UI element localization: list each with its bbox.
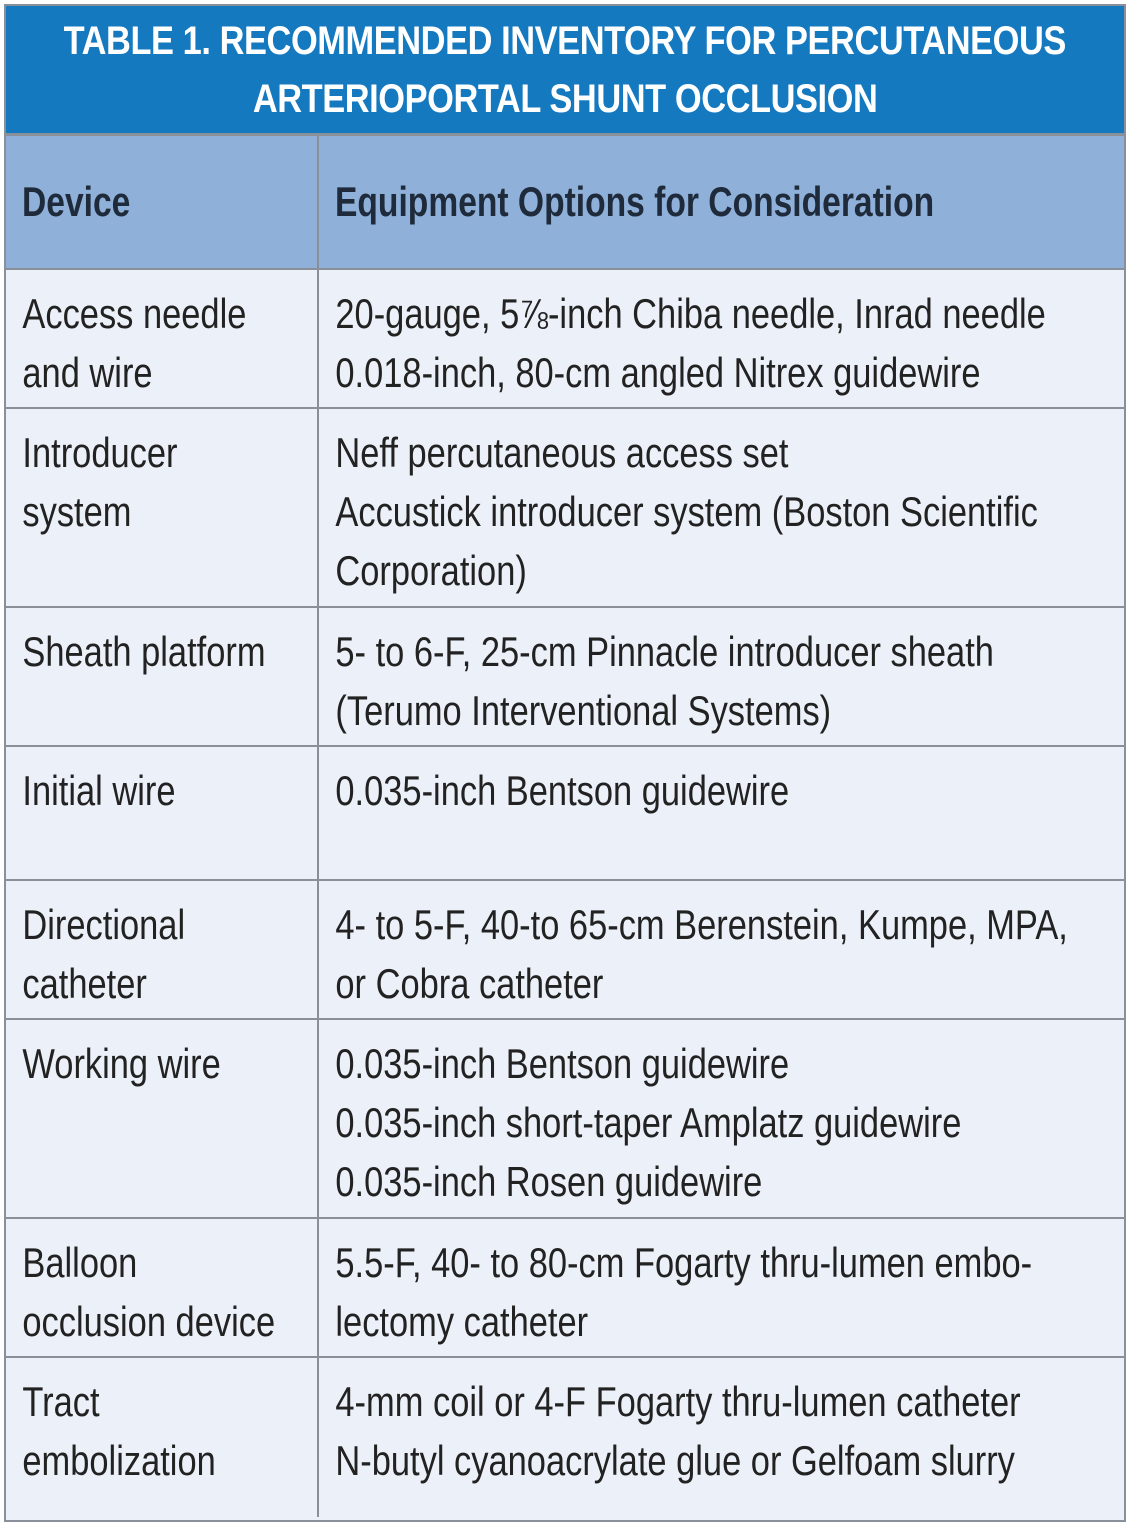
- device-cell: [6, 1218, 318, 1357]
- options-cell: [318, 880, 1124, 1019]
- device-cell: [6, 269, 318, 408]
- options-cell: [318, 1019, 1124, 1218]
- options-cell: [318, 1218, 1124, 1357]
- options-cell: [318, 408, 1124, 607]
- options-text: 4- to 5-F, 40-to 65-cm Berenstein, Kumpe, MPA, or Cobra catheter: [335, 901, 1068, 1007]
- device-text: Tract embolization: [22, 1378, 216, 1484]
- options-cell: [318, 269, 1124, 408]
- device-cell: [6, 880, 318, 1019]
- device-cell: [6, 1019, 318, 1218]
- device-text: Initial wire: [22, 767, 176, 814]
- device-text: Directional catheter: [22, 901, 186, 1007]
- options-cell: [318, 746, 1124, 880]
- table-row: [6, 880, 1124, 1019]
- options-text: Neff percutaneous access set Accustick introducer system (Boston Scientific Corporation): [335, 429, 1038, 594]
- device-cell: [6, 1357, 318, 1517]
- inventory-table: [6, 136, 1124, 1517]
- table-row: [6, 1218, 1124, 1357]
- options-text: 4-mm coil or 4-F Fogarty thru-lumen catheter N-butyl cyanoacrylate glue or Gelfoam slurry: [335, 1378, 1021, 1484]
- device-cell: [6, 408, 318, 607]
- header-options: [318, 136, 1124, 269]
- device-cell: [6, 607, 318, 746]
- options-cell: [318, 607, 1124, 746]
- device-text: Working wire: [22, 1040, 221, 1087]
- table-row: [6, 408, 1124, 607]
- table-row: [6, 607, 1124, 746]
- header-options-label: Equipment Options for Consideration: [335, 178, 935, 225]
- header-row: [6, 136, 1124, 269]
- header-device-label: Device: [22, 178, 131, 225]
- options-text: 5- to 6-F, 25-cm Pinnacle introducer sheath (Terumo Interventional Systems): [335, 628, 994, 734]
- table-title: [6, 6, 1124, 136]
- table-row: [6, 1357, 1124, 1517]
- device-text: Balloon occlusion device: [22, 1239, 276, 1345]
- device-text: Sheath platform: [22, 628, 266, 675]
- options-text: 5.5-F, 40- to 80-cm Fogarty thru-lumen embo- lectomy catheter: [335, 1239, 1033, 1345]
- table-title-line-1: TABLE 1. RECOMMENDED INVENTORY FOR PERCUTANEOUS: [63, 18, 1067, 63]
- options-text: 20-gauge, 5⅞-inch Chiba needle, Inrad needle 0.018-inch, 80-cm angled Nitrex guidewire: [335, 290, 1046, 396]
- table-row: [6, 269, 1124, 408]
- options-text: 0.035-inch Bentson guidewire: [335, 767, 790, 814]
- device-cell: [6, 746, 318, 880]
- table-row: [6, 746, 1124, 880]
- options-cell: [318, 1357, 1124, 1517]
- options-text: 0.035-inch Bentson guidewire 0.035-inch short-taper Amplatz guidewire 0.035-inch Rosen guidewire: [335, 1040, 962, 1205]
- header-device: [6, 136, 318, 269]
- inventory-table-frame: [4, 4, 1126, 1522]
- table-title-line-2: ARTERIOPORTAL SHUNT OCCLUSION: [252, 76, 878, 121]
- device-text: Access needle and wire: [22, 290, 247, 396]
- device-text: Introducer system: [22, 429, 178, 535]
- table-row: [6, 1019, 1124, 1218]
